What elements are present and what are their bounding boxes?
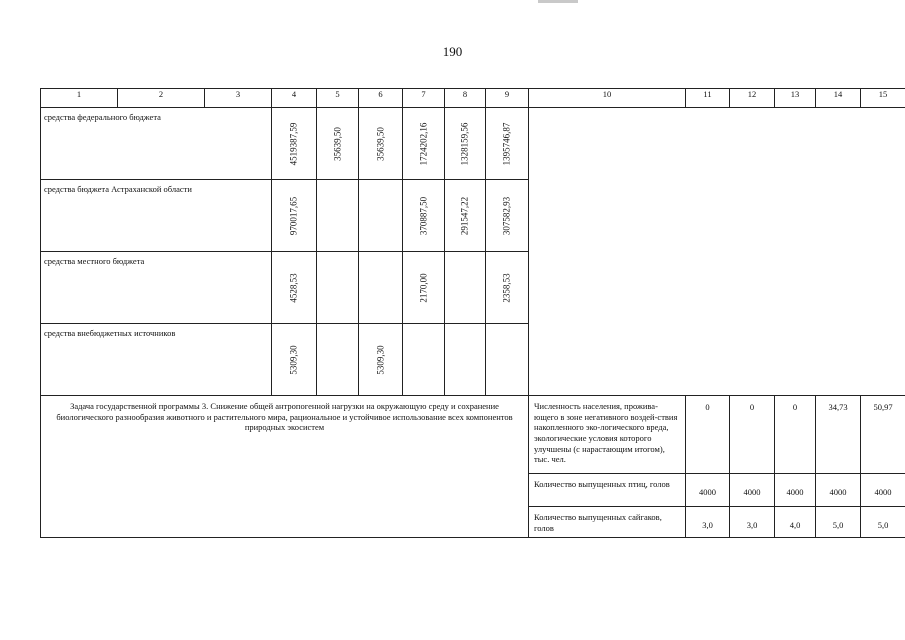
amount-cell	[359, 180, 403, 252]
amount-cell	[359, 324, 403, 396]
amount-value: 370887,50	[417, 196, 428, 235]
amount-cell	[272, 108, 317, 180]
indicator-value: 0	[686, 396, 730, 474]
indicator-value: 4000	[861, 474, 905, 507]
amount-value: 291547,22	[459, 196, 470, 235]
amount-cell	[403, 324, 445, 396]
amount-cell	[445, 324, 486, 396]
amount-value: 5309,30	[288, 344, 299, 375]
amount-cell	[403, 252, 445, 324]
indicator-value: 3,0	[730, 507, 775, 538]
indicator-value: 4000	[686, 474, 730, 507]
column-number: 5	[317, 89, 359, 108]
amount-value: 2170,00	[417, 272, 428, 303]
amount-cell	[486, 108, 529, 180]
amount-value: 4519387,59	[288, 122, 299, 165]
indicator-value: 5,0	[816, 507, 861, 538]
column-number: 4	[272, 89, 317, 108]
indicator-name: Количество выпущенных птиц, голов	[529, 474, 686, 507]
amount-value: 2358,53	[501, 272, 512, 303]
column-number: 15	[861, 89, 905, 108]
indicator-value: 0	[775, 396, 816, 474]
amount-cell	[317, 180, 359, 252]
funding-source-label: средства внебюджетных источников	[41, 324, 272, 396]
budget-table	[40, 88, 905, 538]
program-task-text: Задача государственной программы 3. Снижение общей антропогенной нагрузки на окружающую среду и сохранение биологического разнообразия животного и растительного мира, рациональное и устойчивое использование всех компонентов природных экосистем	[41, 396, 529, 538]
column-number: 1	[41, 89, 118, 108]
funding-source-label: средства бюджета Астраханской области	[41, 180, 272, 252]
amount-cell	[359, 252, 403, 324]
amount-cell	[445, 252, 486, 324]
amount-cell	[486, 252, 529, 324]
column-number: 11	[686, 89, 730, 108]
funding-source-label: средства местного бюджета	[41, 252, 272, 324]
amount-cell	[272, 180, 317, 252]
amount-cell	[272, 252, 317, 324]
indicator-row	[41, 396, 905, 474]
amount-cell	[486, 324, 529, 396]
page-number: 190	[442, 44, 463, 59]
amount-cell	[272, 324, 317, 396]
column-number: 12	[730, 89, 775, 108]
amount-value: 1328159,56	[459, 122, 470, 165]
amount-value: 1724202,16	[417, 122, 428, 165]
column-number: 13	[775, 89, 816, 108]
indicator-value: 4000	[730, 474, 775, 507]
amount-value: 5309,30	[374, 344, 385, 375]
column-number: 9	[486, 89, 529, 108]
amount-cell	[403, 108, 445, 180]
funding-source-label: средства федерального бюджета	[41, 108, 272, 180]
amount-value: 1395746,87	[501, 122, 512, 165]
indicator-value: 0	[730, 396, 775, 474]
column-number: 6	[359, 89, 403, 108]
amount-value: 35639,50	[331, 126, 342, 161]
amount-cell	[317, 108, 359, 180]
column-number: 14	[816, 89, 861, 108]
amount-value: 35639,50	[374, 126, 385, 161]
column-number-row	[41, 89, 905, 108]
amount-value: 307582,93	[501, 196, 512, 235]
column-number: 7	[403, 89, 445, 108]
amount-cell	[445, 108, 486, 180]
indicator-value: 5,0	[861, 507, 905, 538]
column-number: 10	[529, 89, 686, 108]
amount-cell	[403, 180, 445, 252]
indicator-value: 3,0	[686, 507, 730, 538]
indicator-value: 4000	[816, 474, 861, 507]
indicator-value: 50,97	[861, 396, 905, 474]
indicator-value: 4,0	[775, 507, 816, 538]
indicator-name: Численность населения, прожива-ющего в зоне негативного воздей-ствия накопленного эко-логического вреда, экологические условия которого улучшены (с нарастающим итогом), тыс. чел.	[529, 396, 686, 474]
empty-indicator-area	[529, 108, 905, 396]
amount-cell	[486, 180, 529, 252]
column-number: 3	[205, 89, 272, 108]
amount-value: 970017,65	[288, 196, 299, 235]
scan-artifact	[538, 0, 578, 3]
funding-row	[41, 108, 905, 180]
amount-cell	[317, 324, 359, 396]
indicator-value: 4000	[775, 474, 816, 507]
amount-cell	[445, 180, 486, 252]
column-number: 2	[118, 89, 205, 108]
indicator-value: 34,73	[816, 396, 861, 474]
amount-cell	[359, 108, 403, 180]
amount-cell	[317, 252, 359, 324]
amount-value: 4528,53	[288, 272, 299, 303]
column-number: 8	[445, 89, 486, 108]
indicator-name: Количество выпущенных сайгаков, голов	[529, 507, 686, 538]
